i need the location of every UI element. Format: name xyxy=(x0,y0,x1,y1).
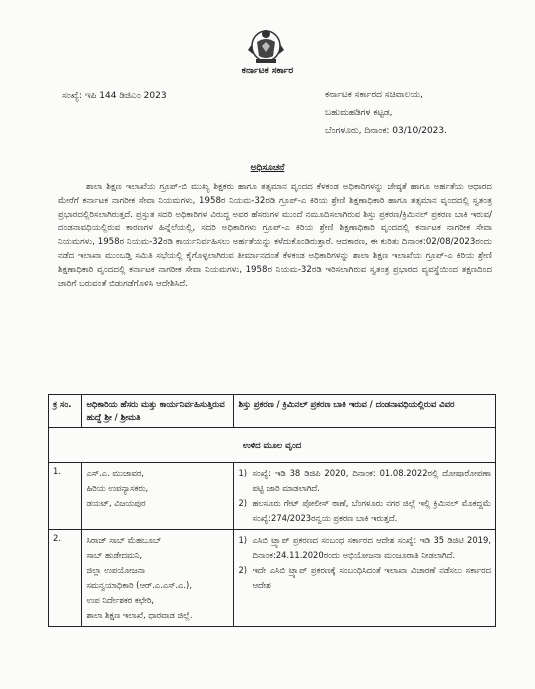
case-detail-cell xyxy=(234,530,496,627)
detail-number: 2) xyxy=(238,565,248,575)
officer-name-line: ಡಯಟ್, ವಿಜಯಪುರ xyxy=(86,498,146,508)
officer-name-line: ಹಿರಿಯ ಉಪನ್ಯಾಸಕರು, xyxy=(86,483,149,493)
notification-title: ಅಧಿಸೂಚನೆ xyxy=(250,163,285,173)
case-detail-item xyxy=(238,563,491,593)
case-detail-item xyxy=(238,533,491,563)
office-address xyxy=(325,86,447,140)
detail-number: 1) xyxy=(238,535,248,545)
case-detail-item xyxy=(238,466,491,496)
case-header: ಶಿಸ್ತು ಪ್ರಕರಣ / ಕ್ರಿಮಿನಲ್ ಪ್ರಕರಣ ಬಾಕಿ ಇರುವ / ದಂಡನಾವಧಿಯಲ್ಲಿರುವ ವಿವರ xyxy=(234,395,496,428)
officer-name-cell xyxy=(82,530,234,627)
address-line: ಬಹುಮಹಡಿಗಳ ಕಟ್ಟಡ, xyxy=(325,108,393,118)
officers-table xyxy=(48,394,496,627)
officer-name-cell xyxy=(82,463,234,530)
table-row xyxy=(49,530,496,627)
officer-name-line: ಸಾಬ್ ಹುಡೇದಮನಿ, xyxy=(86,550,143,560)
officer-name-line: ಸಿರಾಜ್ ಸಾಬ್ ಮೆಹಬೂಬ್ xyxy=(86,535,162,545)
reference-number: ಸಂಖ್ಯೆ: ಇಪಿ 144 ಡಿಜಿಎಂ 2023 xyxy=(62,91,167,101)
karnataka-state-emblem-icon xyxy=(245,24,287,66)
detail-number: 2) xyxy=(238,498,248,508)
serial-header: ಕ್ರ ಸಂ. xyxy=(49,395,82,428)
case-detail-item xyxy=(238,496,491,526)
case-detail-cell xyxy=(234,463,496,530)
detail-text: ಎಸಿಬಿ ಟ್ರ್ಯಾಪ್ ಪ್ರಕರಣದ ಸಂಬಂಧ ಸರ್ಕಾರದ ಆದೇಶ ಸಂಖ್ಯೆ: ಇಡಿ 35 ಡಿಜಿಟಿ 2019, ದಿನಾಂಕ:24.11.2020ರಂದು ಅಭಿಯೋಜನಾ ಮಂಜೂರಾತಿ ನೀಡಲಾಗಿದೆ. xyxy=(252,535,491,560)
officer-header: ಅಧಿಕಾರಿಯ ಹೆಸರು ಮತ್ತು ಕಾರ್ಯನಿರ್ವಹಿಸುತ್ತಿರುವ ಹುದ್ದೆ ಶ್ರೀ / ಶ್ರೀಮತಿ xyxy=(82,395,234,428)
government-title: ಕರ್ನಾಟಕ ಸರ್ಕಾರ xyxy=(241,66,294,76)
detail-text: ಹಲಸೂರು ಗೇಟ್ ಪೋಲೀಸ್ ಠಾಣೆ, ಬೆಂಗಳೂರು ನಗರ ಜಿಲ್ಲೆ ಇಲ್ಲಿ ಕ್ರಿಮಿನಲ್ ಮೊಕದ್ದಮೆ ಸಂಖ್ಯೆ:274/2023ರನ್ವಯ ಪ್ರಕರಣ ಬಾಕಿ ಇರುತ್ತದೆ. xyxy=(252,498,491,523)
row-serial: 2. xyxy=(49,530,82,627)
table-header-row xyxy=(49,395,496,428)
officer-name-line: ಉಪ ನಿರ್ದೇಶಕರ ಕಛೇರಿ, xyxy=(86,595,154,605)
table-row xyxy=(49,463,496,530)
table-subheading: ಉಳಿದ ಮೂಲ ವೃಂದ xyxy=(49,428,496,463)
address-line: ಕರ್ನಾಟಕ ಸರ್ಕಾರದ ಸಚಿವಾಲಯ, xyxy=(325,90,423,100)
officer-name-line: ಶಾಲಾ ಶಿಕ್ಷಣ ಇಲಾಖೆ, ಧಾರವಾಡ ಜಿಲ್ಲೆ. xyxy=(86,610,193,620)
officer-name-line: ಎಸ್.ಎ. ಮುಜಾವರ, xyxy=(86,468,145,478)
officer-name-line: ಸಮನ್ವಯಾಧಿಕಾರಿ (ಆರ್.ಎ.ಎಸ್.ಎ.), xyxy=(86,580,192,590)
notification-body: ಶಾಲಾ ಶಿಕ್ಷಣ ಇಲಾಖೆಯ ಗ್ರೂಪ್-ಬಿ ಮುಖ್ಯ ಶಿಕ್ಷಕರು ಹಾಗೂ ತತ್ಸಮಾನ ವೃಂದದ ಕೆಳಕಂಡ ಅಧಿಕಾರಿಗಳನ್ನು ಜೇಷ್ಠತೆ ಹಾಗೂ ಅರ್ಹತೆಯ ಆಧಾರದ ಮೇರೆಗೆ ಕರ್ನಾಟಕ ನಾಗರೀಕ ಸೇವಾ ನಿಯಮಗಳು, 1958ರ ನಿಯಮ-32ರಡಿ ಗ್ರೂಪ್-ಎ ಕಿರಿಯ ಶ್ರೇಣಿ ಶಿಕ್ಷಣಾಧಿಕಾರಿ ಹಾಗೂ ತತ್ಸಮಾನ ವೃಂದದಲ್ಲಿ ಸ್ವತಂತ್ರ ಪ್ರಭಾರದಲ್ಲಿರಿಸಲಾಗಿರುತ್ತದೆ. ಪ್ರಸ್ತುತ ಸದರಿ ಅಧಿಕಾರಿಗಳ ವಿರುದ್ಧ ಅವರ ಹೆಸರುಗಳ ಮುಂದೆ ನಮೂದಿಸಲಾಗಿರುವ ಶಿಸ್ತು ಪ್ರಕರಣ/ಕ್ರಿಮಿನಲ್ ಪ್ರಕರಣ ಬಾಕಿ ಇರುವ/ದಂಡನಾವಧಿಯಲ್ಲಿರುವ ಕಾರಣಗಳ ಹಿನ್ನೆಲೆಯಲ್ಲಿ, ಸದರಿ ಅಧಿಕಾರಿಗಳು ಗ್ರೂಪ್-ಎ ಕಿರಿಯ ಶ್ರೇಣಿ ಶಿಕ್ಷಣಾಧಿಕಾರಿ ವೃಂದದಲ್ಲಿ ಕರ್ನಾಟಕ ನಾಗರೀಕ ಸೇವಾ ನಿಯಮಗಳು, 1958ರ ನಿಯಮ-32ರಡಿ ಕಾರ್ಯನಿರ್ವಹಿಸಲು ಅರ್ಹತೆಯನ್ನು ಕಳೆದುಕೊಂಡಿರುತ್ತಾರೆ. ಆದಕಾರಣ, ಈ ಕುರಿತು ದಿನಾಂಕ:02/08/2023ರಂದು ನಡೆದ ಇಲಾಖಾ ಮುಂಬಡ್ತಿ ಸಮಿತಿ ಸಭೆಯಲ್ಲಿ ಕೈಗೊಳ್ಳಲಾಗಿರುವ ತೀರ್ಮಾನದಂತೆ ಕೆಳಕಂಡ ಅಧಿಕಾರಿಗಳನ್ನು ಶಾಲಾ ಶಿಕ್ಷಣ ಇಲಾಖೆಯ ಗ್ರೂಪ್-ಎ ಕಿರಿಯ ಶ್ರೇಣಿ ಶಿಕ್ಷಣಾಧಿಕಾರಿ ವೃಂದದಲ್ಲಿ ಕರ್ನಾಟಕ ನಾಗರೀಕ ಸೇವಾ ನಿಯಮಗಳು, 1958ರ ನಿಯಮ-32ರಡಿ ಇರಿಸಲಾಗಿರುವ ಸ್ವತಂತ್ರ ಪ್ರಭಾರದ ವ್ಯವಸ್ಥೆಯಿಂದ ತಕ್ಷಣದಿಂದ ಜಾರಿಗೆ ಬರುವಂತೆ ಬಿಡುಗಡೆಗೊಳಿಸಿ ಆದೇಶಿಸಿದೆ. xyxy=(58,182,492,289)
officer-name-line: ಜಿಲ್ಲಾ ಉಪಯೋಜನಾ xyxy=(86,565,145,575)
detail-text: ಇದೇ ಎಸಿಬಿ ಟ್ರ್ಯಾಪ್ ಪ್ರಕರಣಕ್ಕೆ ಸಂಬಂಧಿಸಿದಂತೆ ಇಲಾಖಾ ವಿಚಾರಣೆ ನಡೆಸಲು ಸರ್ಕಾರದ ಆದೇಶ xyxy=(252,565,491,590)
row-serial: 1. xyxy=(49,463,82,530)
detail-number: 1) xyxy=(238,468,248,478)
address-date-line: ಬೆಂಗಳೂರು, ದಿನಾಂಕ: 03/10/2023. xyxy=(325,126,447,136)
detail-text: ಸಂಖ್ಯೆ: ಇಡಿ 38 ಡಿಜಿಪಿ 2020, ದಿನಾಂಕ: 01.08.2022ರಲ್ಲಿ ದೋಷಾರೋಪಣಾ ಪಟ್ಟಿ ಜಾರಿ ಮಾಡಲಾಗಿದೆ. xyxy=(252,468,491,493)
table-subheading-row xyxy=(49,428,496,463)
